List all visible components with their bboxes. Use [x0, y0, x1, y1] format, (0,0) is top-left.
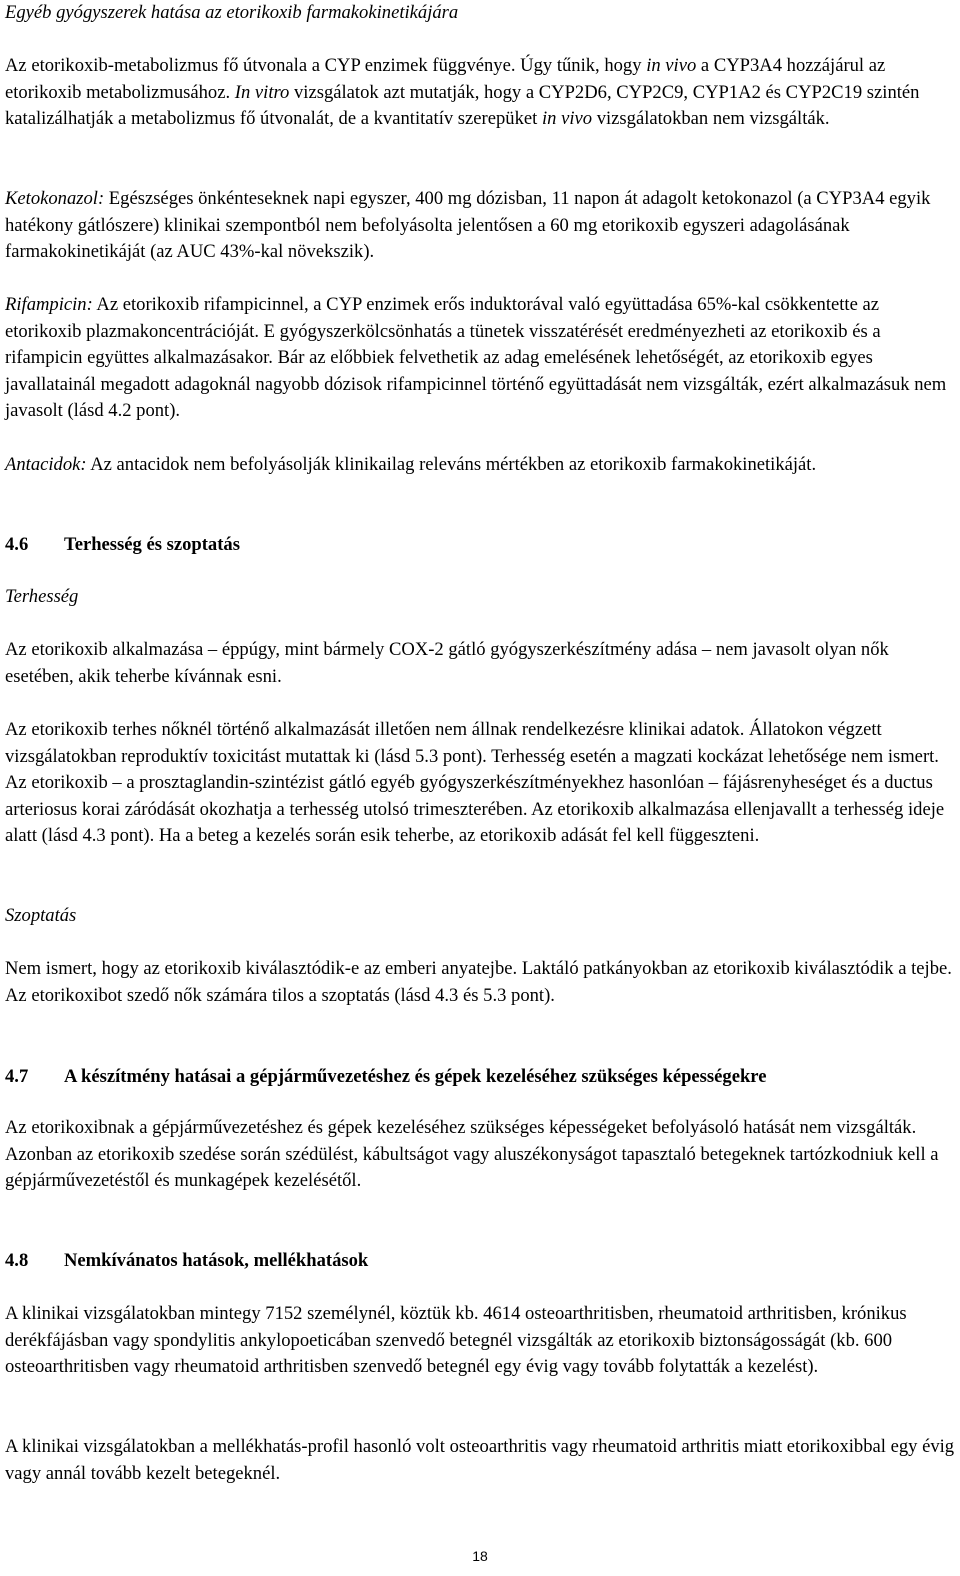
ketoconazole-label: Ketokonazol:: [5, 188, 105, 209]
paragraph-rifampicin: Rifampicin: Az etorikoxib rifampicinnel, a CYP enzimek erős induktorával való együttadása 65%-kal csökkentette az etorikoxib plazmakoncentrációját. E gyógyszerkölcsönhatás a tünetek visszatérését eredményezheti az etorikoxib és a rifampicin együttes alkalmazásakor. Bár az előbbiek felvethetik az adag emelésének lehetőségét, az etorikoxib egyes javallatainál megadott adagoknál nagyobb dózisok rifampicinnel történő együttadását nem vizsgálták, ezért alkalmazásuk nem javasolt (lásd 4.2 pont).: [5, 294, 947, 422]
rifampicin-label: Rifampicin:: [5, 294, 93, 315]
section-heading-4-7: 4.7 A készítmény hatásai a gépjárművezetéshez és gépek kezeléséhez szükséges képességekre: [5, 1066, 767, 1087]
paragraph-breastfeeding: Nem ismert, hogy az etorikoxib kiválasztódik-e az emberi anyatejbe. Laktáló patkányokban az etorikoxib kiválasztódik a tejbe. Az etorikoxibot szedő nők számára tilos a szoptatás (lásd 4.3 és 5.3 pont).: [5, 958, 952, 1006]
paragraph-adverse-1: A klinikai vizsgálatokban mintegy 7152 személynél, köztük kb. 4614 osteoarthritisben, rheumatoid arthritisben, krónikus derékfájásban vagy spondylitis ankylopoeticában szenvedő betegnél vizsgálták az etorikoxib biztonságosságát (kb. 600 osteoarthritisben vagy rheumatoid arthritisben szenvedő betegnél egy évig vagy tovább folytatták a kezelést).: [5, 1303, 907, 1378]
subheading-pregnancy: Terhesség: [5, 586, 79, 607]
paragraph-ketoconazole: Ketokonazol: Egészséges önkénteseknek napi egyszer, 400 mg dózisban, 11 napon át adagolt ketokonazol (a CYP3A4 egyik hatékony gátlószere) klinikai szempontból nem befolyásolta jelentősen a 60 mg etorikoxib egyszeri adagolásának farmakokinetikáját (az AUC 43%-kal növekszik).: [5, 188, 931, 263]
paragraph-pregnancy-1: Az etorikoxib alkalmazása – éppúgy, mint bármely COX-2 gátló gyógyszerkészítmény adása – nem javasolt olyan nők esetében, akik teherbe kívánnak esni.: [5, 639, 889, 687]
section-heading-4-8: 4.8 Nemkívánatos hatások, mellékhatások: [5, 1250, 369, 1271]
subheading-breastfeeding: Szoptatás: [5, 905, 77, 926]
section-heading-4-6: 4.6 Terhesség és szoptatás: [5, 534, 240, 555]
antacids-label: Antacidok:: [5, 454, 87, 475]
paragraph-adverse-2: A klinikai vizsgálatokban a mellékhatás-profil hasonló volt osteoarthritis vagy rheumatoid arthritis miatt etorikoxibbal egy évig vagy annál tovább kezelt betegeknél.: [5, 1436, 955, 1484]
interactions-subtitle: Egyéb gyógyszerek hatása az etorikoxib farmakokinetikájára: [5, 2, 459, 23]
paragraph-cyp-metabolism: Az etorikoxib-metabolizmus fő útvonala a CYP enzimek függvénye. Úgy tűnik, hogy in vivo a CYP3A4 hozzájárul az etorikoxib metabolizmusához. In vitro vizsgálatok azt mutatják, hogy a CYP2D6, CYP2C9, CYP1A2 és CYP2C19 szintén katalizálhatják a metabolizmus fő útvonalát, de a kvantitatív szerepüket in vivo vizsgálatokban nem vizsgálták.: [5, 55, 920, 130]
paragraph-driving: Az etorikoxibnak a gépjárművezetéshez és gépek kezeléséhez szükséges képességeket befolyásoló hatását nem vizsgálták. Azonban az etorikoxib szedése során szédülést, kábultságot vagy aluszékonyságot tapasztaló betegeknek tartózkodniuk kell a gépjárművezetéstől és munkagépek kezelésétől.: [5, 1117, 939, 1192]
paragraph-pregnancy-2: Az etorikoxib terhes nőknél történő alkalmazását illetően nem állnak rendelkezésre klinikai adatok. Állatokon végzett vizsgálatokban reproduktív toxicitást mutattak ki (lásd 5.3 pont). Terhesség esetén a magzati kockázat lehetősége nem ismert. Az etorikoxib – a prosztaglandin-szintézist gátló egyéb gyógyszerkészítményekhez hasonlóan – fájásrenyheséget és a ductus arteriosus korai záródását okozhatja a terhesség utolsó trimeszterében. Az etorikoxib alkalmazása ellenjavallt a terhesség ideje alatt (lásd 4.3 pont). Ha a beteg a kezelés során esik teherbe, az etorikoxib adását fel kell függeszteni.: [5, 719, 945, 847]
page-number: 18: [472, 1548, 488, 1564]
paragraph-antacids: Antacidok: Az antacidok nem befolyásolják klinikailag releváns mértékben az etorikoxib farmakokinetikáját.: [5, 454, 817, 475]
